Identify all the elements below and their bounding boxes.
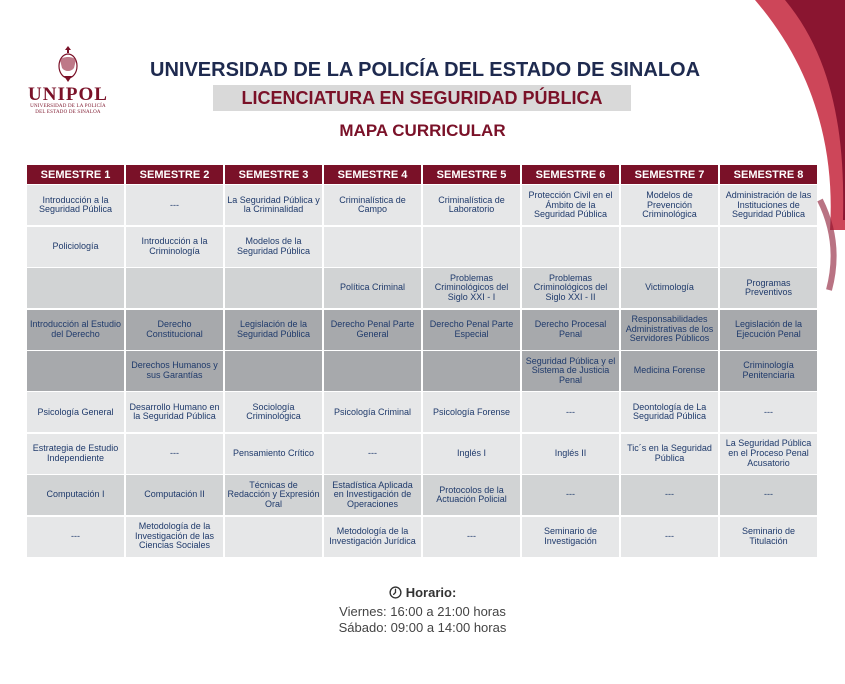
semester-header: SEMESTRE 8 — [720, 165, 817, 184]
course-cell: --- — [621, 475, 718, 515]
logo-name: UNIPOL — [28, 84, 108, 105]
course-cell: Legislación de la Seguridad Pública — [225, 310, 322, 350]
empty-cell — [324, 351, 421, 391]
course-cell: Sociología Criminológica — [225, 392, 322, 432]
course-cell: Estadística Aplicada en Investigación de Operaciones — [324, 475, 421, 515]
eagle-emblem-icon — [55, 44, 81, 84]
course-cell: --- — [126, 434, 223, 474]
semester-header: SEMESTRE 6 — [522, 165, 619, 184]
semester-header: SEMESTRE 5 — [423, 165, 520, 184]
course-cell: --- — [720, 475, 817, 515]
course-cell: La Seguridad Pública y la Criminalidad — [225, 185, 322, 225]
schedule-line-friday: Viernes: 16:00 a 21:00 horas — [339, 604, 506, 619]
semester-header: SEMESTRE 2 — [126, 165, 223, 184]
course-cell: Seminario de Titulación — [720, 517, 817, 557]
schedule-section — [0, 585, 845, 636]
course-cell: Administración de las Instituciones de Seguridad Pública — [720, 185, 817, 225]
course-cell: --- — [126, 185, 223, 225]
course-cell: Psicología General — [27, 392, 124, 432]
empty-cell — [423, 227, 520, 267]
course-cell: Modelos de Prevención Criminológica — [621, 185, 718, 225]
course-cell: Pensamiento Crítico — [225, 434, 322, 474]
course-cell: Deontología de La Seguridad Pública — [621, 392, 718, 432]
empty-cell — [27, 268, 124, 308]
course-cell: --- — [27, 517, 124, 557]
course-cell: Protocolos de la Actuación Policial — [423, 475, 520, 515]
semester-header: SEMESTRE 7 — [621, 165, 718, 184]
course-cell: Introducción al Estudio del Derecho — [27, 310, 124, 350]
course-cell: Criminalística de Laboratorio — [423, 185, 520, 225]
course-cell: --- — [324, 434, 421, 474]
course-cell: Metodología de la Investigación Jurídica — [324, 517, 421, 557]
course-cell: Derecho Penal Parte General — [324, 310, 421, 350]
course-cell: Protección Civil en el Ámbito de la Seguridad Pública — [522, 185, 619, 225]
empty-cell — [621, 227, 718, 267]
logo-subtitle-line1: UNIVERSIDAD DE LA POLICÍA — [30, 104, 106, 109]
course-cell: Problemas Criminológicos del Siglo XXI - I — [423, 268, 520, 308]
course-cell: --- — [621, 517, 718, 557]
empty-cell — [27, 351, 124, 391]
course-cell: Medicina Forense — [621, 351, 718, 391]
course-cell: Técnicas de Redacción y Expresión Oral — [225, 475, 322, 515]
course-cell: Programas Preventivos — [720, 268, 817, 308]
course-cell: Seguridad Pública y el Sistema de Justicia Penal — [522, 351, 619, 391]
course-cell: La Seguridad Pública en el Proceso Penal Acusatorio — [720, 434, 817, 474]
course-cell: Victimología — [621, 268, 718, 308]
course-cell: --- — [720, 392, 817, 432]
course-cell: Tic´s en la Seguridad Pública — [621, 434, 718, 474]
course-cell: Política Criminal — [324, 268, 421, 308]
empty-cell — [423, 351, 520, 391]
schedule-line-saturday: Sábado: 09:00 a 14:00 horas — [338, 620, 507, 635]
empty-cell — [126, 268, 223, 308]
empty-cell — [522, 227, 619, 267]
course-cell: Policiología — [27, 227, 124, 267]
semester-header: SEMESTRE 1 — [27, 165, 124, 184]
course-cell: Legislación de la Ejecución Penal — [720, 310, 817, 350]
course-cell: Derecho Penal Parte Especial — [423, 310, 520, 350]
page-title: UNIVERSIDAD DE LA POLICÍA DEL ESTADO DE SINALOA — [150, 59, 701, 81]
semester-header: SEMESTRE 3 — [225, 165, 322, 184]
schedule-title — [389, 585, 457, 600]
course-cell: Criminalística de Campo — [324, 185, 421, 225]
course-cell: Estrategia de Estudio Independiente — [27, 434, 124, 474]
course-cell: Desarrollo Humano en la Seguridad Pública — [126, 392, 223, 432]
course-cell: Inglés I — [423, 434, 520, 474]
course-cell: Problemas Criminológicos del Siglo XXI - II — [522, 268, 619, 308]
course-cell: Criminología Penitenciaria — [720, 351, 817, 391]
course-cell: Inglés II — [522, 434, 619, 474]
curriculum-table — [27, 165, 817, 557]
empty-cell — [720, 227, 817, 267]
course-cell: --- — [522, 475, 619, 515]
course-cell: Computación I — [27, 475, 124, 515]
course-cell: --- — [423, 517, 520, 557]
schedule-title-text: Horario: — [405, 585, 457, 600]
page-subtitle: LICENCIATURA EN SEGURIDAD PÚBLICA — [241, 87, 603, 108]
course-cell: --- — [522, 392, 619, 432]
section-title: MAPA CURRICULAR — [339, 121, 506, 140]
course-cell: Responsabilidades Administrativas de los Servidores Públicos — [621, 310, 718, 350]
semester-header: SEMESTRE 4 — [324, 165, 421, 184]
course-cell: Introducción a la Seguridad Pública — [27, 185, 124, 225]
subtitle-bar — [213, 85, 631, 111]
course-cell: Psicología Criminal — [324, 392, 421, 432]
course-cell: Metodología de la Investigación de las Ciencias Sociales — [126, 517, 223, 557]
unipol-logo — [22, 44, 114, 115]
course-cell: Derecho Constitucional — [126, 310, 223, 350]
empty-cell — [324, 227, 421, 267]
clock-icon — [389, 586, 402, 599]
course-cell: Modelos de la Seguridad Pública — [225, 227, 322, 267]
course-cell: Derecho Procesal Penal — [522, 310, 619, 350]
empty-cell — [225, 268, 322, 308]
course-cell: Computación II — [126, 475, 223, 515]
course-cell: Introducción a la Criminología — [126, 227, 223, 267]
course-cell: Psicología Forense — [423, 392, 520, 432]
empty-cell — [225, 351, 322, 391]
course-cell: Derechos Humanos y sus Garantías — [126, 351, 223, 391]
course-cell: Seminario de Investigación — [522, 517, 619, 557]
empty-cell — [225, 517, 322, 557]
logo-subtitle-line2: DEL ESTADO DE SINALOA — [35, 109, 101, 115]
